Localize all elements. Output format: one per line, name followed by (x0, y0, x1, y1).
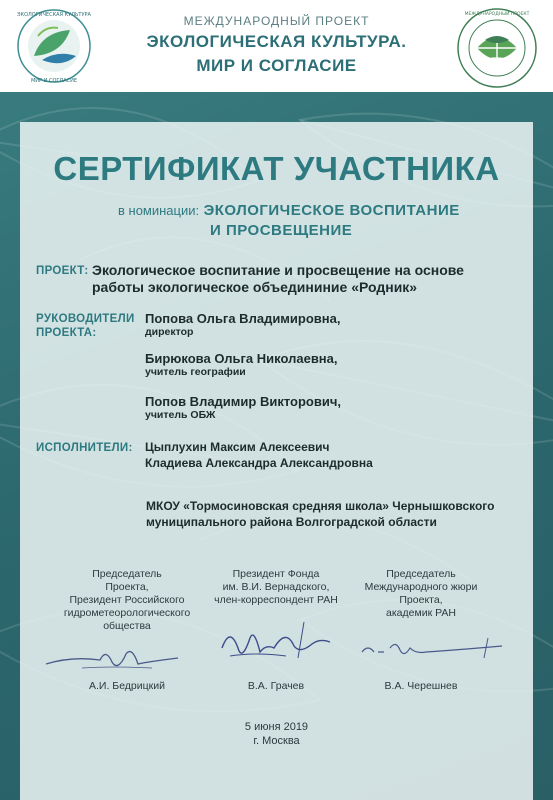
leader-role: директор (145, 326, 194, 338)
svg-text:МЕЖДУНАРОДНЫЙ ПРОЕКТ: МЕЖДУНАРОДНЫЙ ПРОЕКТ (464, 12, 530, 17)
signatory-title-line: Президент Фонда (232, 568, 320, 580)
leader-role: учитель ОБЖ (145, 409, 216, 421)
nomination-line1: ЭКОЛОГИЧЕСКОЕ ВОСПИТАНИЕ (203, 202, 460, 219)
project-line2: работы экологическое объедининие «Родник» (92, 279, 418, 295)
leader-item (145, 394, 341, 421)
header-title-block (100, 14, 453, 76)
signatory-title-line: Проекта, (105, 581, 149, 593)
certificate-city: г. Москва (253, 735, 300, 747)
signatory-title-2 (201, 568, 351, 607)
header-band (0, 0, 553, 92)
executor-name: Кладиева Александра Александровна (145, 456, 373, 470)
signatory-title-line: Президент Российского (69, 594, 185, 606)
signatory-title-line: им. В.И. Вернадского, (222, 581, 330, 593)
leader-name: Попова Ольга Владимировна, (145, 311, 341, 326)
leader-name: Попов Владимир Викторович, (145, 394, 342, 409)
signature-1-icon (42, 642, 182, 676)
executors-list (145, 439, 373, 471)
nomination-label: в номинации: (118, 203, 200, 218)
leader-item (145, 311, 340, 338)
leader-role: учитель географии (145, 366, 246, 378)
signatory-name-1: А.И. Бедрицкий (89, 680, 165, 692)
header-title-line1: ЭКОЛОГИЧЕСКАЯ КУЛЬТУРА. (146, 32, 407, 51)
signatory-title-line: гидрометеорологического (63, 607, 191, 619)
signatory-title-line: Председатель (386, 568, 456, 580)
footer (20, 720, 533, 748)
nomination-line2: И ПРОСВЕЩЕНИЕ (210, 222, 353, 239)
project-text (92, 262, 522, 296)
signatory-name-3: В.А. Черешнев (384, 680, 458, 692)
signatory-title-1 (52, 568, 202, 633)
project-logo-icon (12, 6, 96, 86)
globe-logo-icon (455, 6, 539, 90)
leader-name: Бирюкова Ольга Николаевна, (145, 351, 338, 366)
signature-2-icon (216, 618, 336, 672)
school-line2: муниципального района Волгоградской области (146, 515, 437, 529)
certificate-title: СЕРТИФИКАТ УЧАСТНИКА (53, 150, 500, 187)
leaders-label-line2: ПРОЕКТА: (36, 327, 97, 339)
signatory-name-2: В.А. Грачев (247, 680, 305, 692)
signatory-title-line: Проекта, (399, 594, 443, 606)
certificate-date: 5 июня 2019 (244, 721, 309, 733)
header-title-line2: МИР И СОГЛАСИЕ (196, 56, 357, 75)
svg-text:МИР И СОГЛАСИЕ: МИР И СОГЛАСИЕ (30, 78, 78, 84)
signatory-title-line: Председатель (92, 568, 162, 580)
leader-item (145, 351, 338, 378)
svg-text:ЭКОЛОГИЧЕСКАЯ КУЛЬТУРА: ЭКОЛОГИЧЕСКАЯ КУЛЬТУРА (17, 12, 91, 18)
school-block (146, 498, 526, 530)
header-subtitle: МЕЖДУНАРОДНЫЙ ПРОЕКТ (183, 14, 370, 28)
project-line1: Экологическое воспитание и просвещение на основе (92, 262, 464, 278)
project-label: ПРОЕКТ: (36, 265, 89, 277)
signatory-title-line: академик РАН (386, 607, 456, 619)
executor-name: Цыплухин Максим Алексеевич (145, 440, 330, 454)
signatory-title-line: общества (103, 620, 151, 632)
leaders-label (36, 312, 135, 340)
signatory-title-3 (346, 568, 496, 620)
certificate-panel (20, 122, 533, 800)
nomination-block (118, 202, 518, 239)
signatory-title-line: Международного жюри (364, 581, 478, 593)
signatory-title-line: член-корреспондент РАН (214, 594, 338, 606)
leaders-label-line1: РУКОВОДИТЕЛИ (36, 313, 135, 325)
school-line1: МКОУ «Тормосиновская средняя школа» Чернышковского (146, 499, 495, 513)
executors-label: ИСПОЛНИТЕЛИ: (36, 442, 133, 454)
signature-3-icon (356, 634, 506, 664)
